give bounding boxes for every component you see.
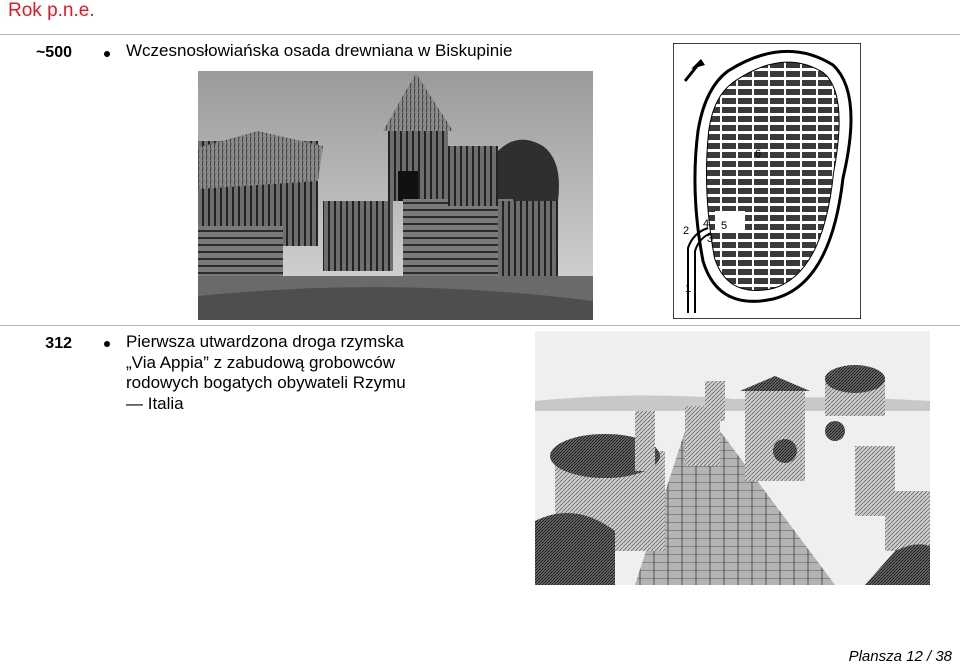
entry-description-line: rodowych bogatych obywateli Rzymu bbox=[126, 373, 406, 392]
slide-counter: Plansza 12 / 38 bbox=[848, 648, 952, 665]
biskupin-photo bbox=[198, 71, 593, 320]
map-label: 5 bbox=[721, 220, 728, 232]
map-label: 2 bbox=[683, 225, 690, 237]
entry-year: ~500 bbox=[35, 44, 72, 61]
page-title: Rok p.n.e. bbox=[8, 0, 95, 21]
entry-year: 312 bbox=[45, 335, 72, 352]
bullet-icon bbox=[104, 341, 110, 347]
top-divider bbox=[0, 34, 960, 35]
entry-description-line: Pierwsza utwardzona droga rzymska bbox=[126, 332, 404, 351]
entry-description: Wczesnosłowiańska osada drewniana w Biskupinie bbox=[126, 41, 513, 60]
map-label: 3 bbox=[707, 233, 714, 245]
entry-description-line: „Via Appia” z zabudową grobowców bbox=[126, 352, 396, 372]
map-label: 4 bbox=[703, 218, 710, 230]
section-divider bbox=[0, 325, 960, 326]
bullet-icon bbox=[104, 51, 110, 57]
via-appia-engraving bbox=[535, 331, 930, 585]
map-label: 6 bbox=[755, 148, 762, 160]
entry-description-line: — Italia bbox=[126, 393, 184, 413]
biskupin-plan-map bbox=[673, 43, 861, 319]
map-label: 1 bbox=[685, 283, 692, 295]
